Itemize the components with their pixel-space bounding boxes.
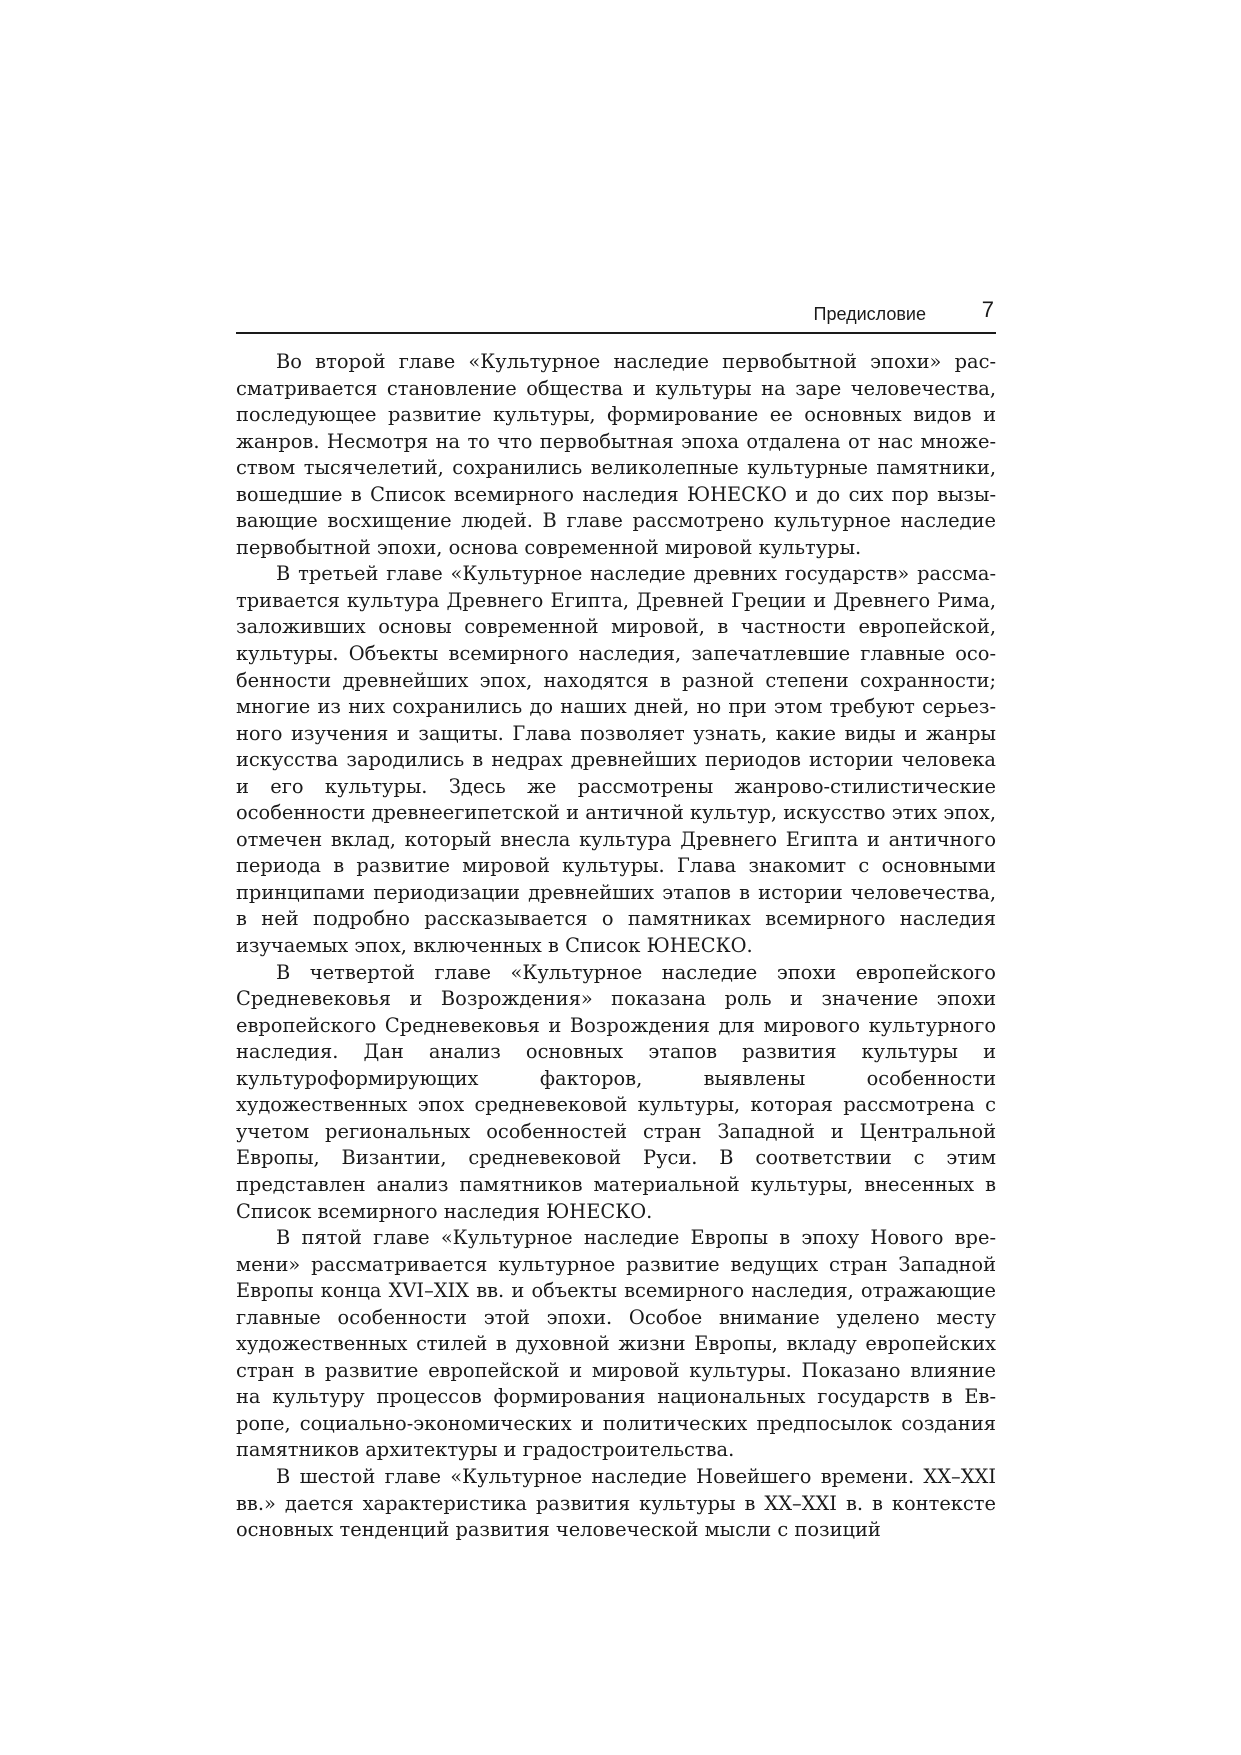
paragraph: В пятой главе «Культурное наследие Европы в эпоху Нового времени» рассматривается культурное развитие ведущих стран Западной Европы конца XVI–XIX вв. и объекты всемирного наследия, отражающие главные особенности этой эпохи. Особое внимание уделено месту художественных стилей в духовной жизни Европы, вкладу европейских стран в развитие европейской и мировой культуры. Показано влияние на культуру процессов формирования национальных государств в Европе, социально-экономических и политических предпосылок создания памятников архитектуры и градостроительства. xyxy=(236,1226,996,1462)
paragraph: Во второй главе «Культурное наследие первобытной эпохи» рассматривается становление общества и культуры на заре человечества, последующее развитие культуры, формирование ее основных видов и жанров. Несмотря на то что первобытная эпоха отдалена от нас множеством тысячелетий, сохранились великолепные культурные памятники, вошедшие в Список всемирного наследия ЮНЕСКО и до сих пор вызывающие восхищение людей. В главе рассмотрено культурное наследие первобытной эпохи, основа современной мировой культуры. xyxy=(236,350,996,559)
paragraph: В шестой главе «Культурное наследие Новейшего времени. XX–XXI вв.» дается характеристика развития культуры в XX–XXI в. в контексте основных тенденций развития человеческой мысли с позиций xyxy=(236,1464,996,1542)
page-number: 7 xyxy=(981,297,994,322)
section-title: Предисловие xyxy=(813,304,926,324)
running-header xyxy=(236,297,996,334)
paragraph: В четвертой главе «Культурное наследие эпохи европейского Средневековья и Возрождения» показана роль и значение эпохи европейского Средневековья и Возрождения для мирового культурного наследия. Дан анализ основных этапов развития культуры и культуроформирующих факторов, выявлены особенности художественных эпох средневековой культуры, которая рассмотрена с учетом региональных особенностей стран Западной и Центральной Европы, Византии, средневековой Руси. В соответствии с этим представлен анализ памятников материальной культуры, внесенных в Список всемирного наследия ЮНЕСКО. xyxy=(236,960,996,1223)
paragraph: В третьей главе «Культурное наследие древних государств» рассматривается культура Древнего Египта, Древней Греции и Древнего Рима, заложивших основы современной мировой, в частности европейской, культуры. Объекты всемирного наследия, запечатлевшие главные особенности древнейших эпох, находятся в разной степени сохранности; многие из них сохранились до наших дней, но при этом требуют серьезного изучения и защиты. Глава позволяет узнать, какие виды и жанры искусства зародились в недрах древнейших периодов истории человека и его культуры. Здесь же рассмотрены жанрово-стилистические особенности древнеегипетской и античной культур, искусство этих эпох, отмечен вклад, который внесла культура Древнего Египта и античного периода в развитие мировой культуры. Глава знакомит с основными принципами периодизации древнейших этапов в истории человечества, в ней подробно рассказывается о памятниках всемирного наследия изучаемых эпох, включенных в Список ЮНЕСКО. xyxy=(236,562,996,958)
body-text xyxy=(236,349,996,1544)
